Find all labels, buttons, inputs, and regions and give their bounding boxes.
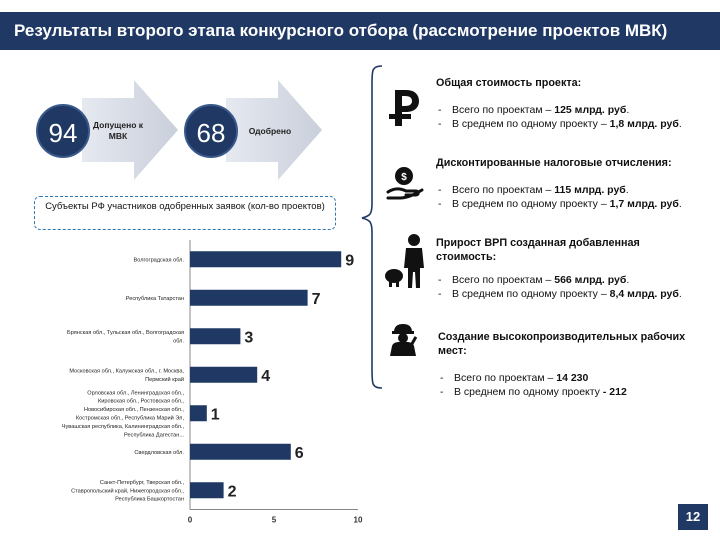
block-tax: [436, 156, 706, 211]
list-item: - В среднем по одному проекту - 212: [438, 386, 688, 400]
block-title: Прирост ВРП созданная добавленная стоимость:: [436, 237, 640, 263]
list-item: - Всего по проектам – 115 млрд. руб.: [436, 184, 706, 198]
data-label: 6: [294, 444, 304, 462]
bar: [190, 290, 308, 306]
funnel-circle-approved: 68: [184, 104, 238, 158]
data-label: 2: [227, 483, 237, 501]
page-title: Результаты второго этапа конкурсного отбора (рассмотрение проектов МВК): [0, 12, 720, 50]
businessman-piggy-icon: [384, 232, 430, 290]
list-item: - В среднем по одному проекту – 8,4 млрд. руб.: [436, 288, 686, 302]
category-label: Республика Татарстан: [125, 295, 184, 302]
subjects-box: Субъекты РФ участников одобренных заявок (кол-во проектов): [34, 196, 336, 230]
list-item: - Всего по проектам – 566 млрд. руб.: [436, 274, 686, 288]
list-item: - В среднем по одному проекту – 1,7 млрд. руб.: [436, 198, 706, 212]
data-label: 9: [345, 252, 355, 270]
block-title: Общая стоимость проекта:: [436, 77, 582, 89]
bar-chart: [0, 236, 370, 530]
block-grp: [436, 236, 686, 301]
bar: [190, 251, 341, 267]
bar: [190, 444, 291, 460]
list-item: - Всего по проектам – 14 230: [438, 372, 688, 386]
list-item: - Всего по проектам – 125 млрд. руб.: [436, 104, 706, 118]
bar: [190, 482, 224, 498]
coin-hand-icon: [386, 164, 426, 202]
block-title: Дисконтированные налоговые отчисления:: [436, 157, 672, 169]
bar: [190, 405, 207, 421]
x-tick-label: 10: [353, 515, 363, 525]
data-label: 1: [210, 406, 220, 424]
data-label: 3: [244, 329, 254, 347]
block-jobs: [438, 330, 688, 399]
data-label: 7: [311, 290, 321, 308]
page-number: 12: [678, 504, 708, 530]
bar: [190, 367, 257, 383]
category-label: Санкт-Петербург, Тверская обл., Ставропольский край, Нижегородская обл., Республика Башкортостан: [71, 479, 184, 503]
funnel-label-admitted: Допущено к МВК: [92, 120, 144, 141]
block-title: Создание высокопроизводительных рабочих мест:: [438, 331, 686, 357]
svg-text:$: $: [401, 172, 407, 183]
x-tick-label: 5: [271, 515, 277, 525]
category-label: Брянская обл., Тульская обл., Волгоградская обл.: [67, 330, 184, 345]
category-label: Свердловская обл.: [134, 449, 184, 456]
ruble-icon: [386, 88, 422, 128]
funnel-label-approved: Одобрено: [248, 126, 292, 136]
funnel-circle-admitted: 94: [36, 104, 90, 158]
x-tick-label: 0: [187, 515, 193, 525]
data-label: 4: [261, 367, 271, 385]
curly-brace-icon: [360, 64, 386, 390]
bar: [190, 328, 240, 344]
list-item: - В среднем по одному проекту – 1,8 млрд. руб.: [436, 118, 706, 132]
worker-icon: [386, 322, 420, 356]
category-label: Волгоградская обл.: [133, 257, 184, 264]
block-total-cost: [436, 76, 706, 131]
category-label: Московская обл., Калужская обл., г. Москва, Пермский край: [69, 368, 184, 383]
category-label: Орловская обл., Ленинградская обл., Кировская обл., Ростовская обл., Новосибирская обл., Пензенская обл., Костромская обл., Республика Марий Эл, Чувашская республика, Калининградская обл., Республика Дагестан...: [61, 390, 184, 439]
